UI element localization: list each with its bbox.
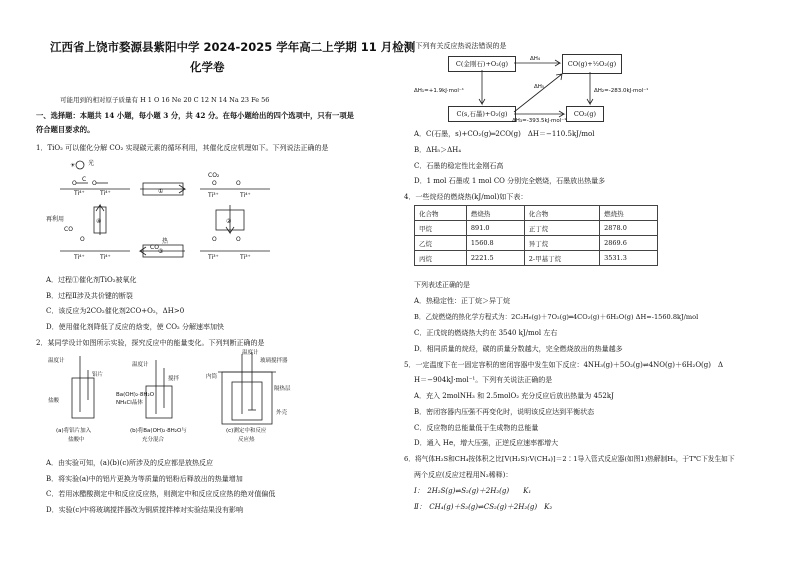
svg-text:铝片: 铝片 xyxy=(92,372,104,378)
q2-stem: 2．某同学设计如图所示实验，探究反应中的能量变化。下列判断正确的是 xyxy=(36,339,265,347)
svg-text:Ba(OH)₂·8H₂O: Ba(OH)₂·8H₂O xyxy=(116,392,155,398)
q6-reaction-1: Ⅰ： 2H₂S(g)⇌S₂(g)＋2H₂(g) K₁ xyxy=(414,487,532,495)
table-header-cell: 燃烧热 xyxy=(466,206,524,221)
q5-stem: 5．一定温度下在一固定容积的密闭容器中发生如下反应：4NH₃(g)＋5O₂(g)⇌4NO(g)＋6H₂O(g) Δ xyxy=(404,361,724,369)
svg-text:Ti³⁺: Ti³⁺ xyxy=(240,254,251,261)
svg-text:再利用: 再利用 xyxy=(46,216,65,223)
svg-text:ΔH₃=-393.5kJ·mol⁻¹: ΔH₃=-393.5kJ·mol⁻¹ xyxy=(512,118,567,124)
q3-box-co2: CO₂(g) xyxy=(566,106,604,122)
svg-text:CO: CO xyxy=(64,226,73,233)
table-cell: 2869.6 xyxy=(600,236,658,251)
svg-text:Ti⁴⁺: Ti⁴⁺ xyxy=(74,254,85,261)
q4-combustion-table xyxy=(414,205,658,266)
svg-text:充分混合: 充分混合 xyxy=(142,437,165,443)
table-cell: 2221.5 xyxy=(466,251,524,266)
svg-text:ΔH₅: ΔH₅ xyxy=(534,84,545,90)
svg-text:②: ② xyxy=(226,218,232,225)
exam-title: 江西省上饶市婺源县紫阳中学 2024-2025 学年高二上学期 11 月检测 xyxy=(50,40,416,54)
svg-text:C: C xyxy=(82,176,87,183)
svg-text:Ti³⁺: Ti³⁺ xyxy=(208,254,219,261)
svg-text:O: O xyxy=(212,180,217,187)
table-row xyxy=(415,251,658,266)
table-cell: 3531.3 xyxy=(600,251,658,266)
table-row xyxy=(415,221,658,236)
q4-stem: 4．一些烷烃的燃烧热(kJ/mol)如下表： xyxy=(404,193,528,201)
q2-apparatus-figure xyxy=(46,350,306,444)
svg-text:ΔH₄: ΔH₄ xyxy=(530,56,541,62)
table-header-cell: 燃烧热 xyxy=(600,206,658,221)
svg-text:④: ④ xyxy=(96,218,102,225)
svg-text:CO: CO xyxy=(150,244,159,251)
table-header-row xyxy=(415,206,658,221)
table-cell: 丙烷 xyxy=(415,251,467,266)
svg-text:(c)测定中和反应: (c)测定中和反应 xyxy=(226,428,267,434)
svg-text:温度计: 温度计 xyxy=(132,362,149,368)
q6-stem-cont: 两个反应(反应过程用N₂稀释)： xyxy=(414,471,513,479)
svg-text:③: ③ xyxy=(158,248,164,255)
svg-text:CO₂: CO₂ xyxy=(208,172,220,179)
q3-option-b: B．ΔH₅＞ΔH₄ xyxy=(414,146,462,154)
svg-text:(b)将Ba(OH)₂·8H₂O与: (b)将Ba(OH)₂·8H₂O与 xyxy=(130,428,187,434)
table-cell: 2878.0 xyxy=(600,221,658,236)
q5-stem-cont: H＝−904kJ·mol⁻¹。下列有关说法正确的是 xyxy=(414,376,553,384)
svg-text:①: ① xyxy=(158,188,164,195)
table-cell: 891.0 xyxy=(466,221,524,236)
table-cell: 2-甲基丁烷 xyxy=(524,251,599,266)
table-cell: 1560.8 xyxy=(466,236,524,251)
svg-text:O: O xyxy=(236,180,241,187)
table-cell: 乙烷 xyxy=(415,236,467,251)
svg-text:盐酸中: 盐酸中 xyxy=(68,437,85,443)
svg-text:温度计: 温度计 xyxy=(48,358,65,364)
atomic-masses: 可能用到的相对原子质量有 H 1 O 16 Ne 20 C 12 N 14 Na 23 Fe 56 xyxy=(60,96,270,104)
q6-reaction-2: Ⅱ： CH₄(g)＋S₂(g)⇌CS₂(g)＋2H₂(g) K₂ xyxy=(414,503,553,511)
q1-option-b: B．过程Ⅱ涉及共价键的断裂 xyxy=(46,292,133,300)
q1-mechanism-figure xyxy=(40,155,290,267)
exam-subtitle: 化学卷 xyxy=(190,60,225,74)
q4-sub-stem: 下列表述正确的是 xyxy=(414,281,470,289)
q5-option-b: B．密闭容器内压强不再变化时，说明该反应达到平衡状态 xyxy=(414,408,595,416)
svg-text:O: O xyxy=(92,180,97,187)
svg-text:光: 光 xyxy=(88,160,95,167)
svg-text:O: O xyxy=(72,180,77,187)
q5-option-d: D．通入 He，增大压强，正逆反应速率都增大 xyxy=(414,439,559,447)
svg-text:Ti⁴⁺: Ti⁴⁺ xyxy=(74,190,85,197)
q3-stem: 3．下列有关反应热说法错误的是 xyxy=(404,42,507,50)
svg-text:盐酸: 盐酸 xyxy=(48,398,60,404)
q6-stem: 6．将气体H₂S和CH₄按体积之比[V(H₂S)∶V(CH₄)]＝2∶1导入管式反应器(如图1)热解制H₂，于T℃下发生如下 xyxy=(404,455,735,463)
q1-option-d: D．使用催化剂降低了反应的焓变，使 CO₂ 分解速率加快 xyxy=(46,323,224,331)
svg-text:搅拌: 搅拌 xyxy=(168,376,180,382)
q4-option-d: D．相同质量的烷烃，碳的质量分数越大，完全燃烧放出的热量越多 xyxy=(414,345,623,353)
table-cell: 异丁烷 xyxy=(524,236,599,251)
svg-text:隔热层: 隔热层 xyxy=(274,386,291,392)
svg-text:☀: ☀ xyxy=(70,162,76,169)
svg-text:Ti⁴⁺: Ti⁴⁺ xyxy=(100,190,111,197)
q3-option-c: C．石墨的稳定性比金刚石高 xyxy=(414,162,504,170)
q1-stem: 1．TiO₂ 可以催化分解 CO₂ 实现碳元素的循环利用，其催化反应机理如下。下列说法正确的是 xyxy=(36,144,329,152)
q2-option-a: A．由实验可知，(a)(b)(c)所涉及的反应都是放热反应 xyxy=(46,459,214,467)
q3-box-diamond: C(金刚石)+O₂(g) xyxy=(448,56,516,72)
q4-option-c: C．正戊烷的燃烧热大约在 3540 kJ/mol 左右 xyxy=(414,329,558,337)
q2-option-d: D．实验(c)中将玻璃搅拌器改为铜质搅拌棒对实验结果没有影响 xyxy=(46,506,243,514)
svg-text:外壳: 外壳 xyxy=(276,410,288,416)
q3-box-graphite: C(s,石墨)+O₂(g) xyxy=(448,106,516,122)
q3-box-co: CO(g)+½O₂(g) xyxy=(562,54,622,74)
table-header-cell: 化合物 xyxy=(524,206,599,221)
svg-text:玻璃搅拌器: 玻璃搅拌器 xyxy=(260,358,288,364)
q4-option-b: B．乙烷燃烧的热化学方程式为：2C₂H₆(g)＋7O₂(g)═4CO₂(g)＋6H₂O(g) ΔH=-1560.8kJ/mol xyxy=(414,313,699,321)
svg-text:O: O xyxy=(236,236,241,243)
q2-option-b: B．将实验(a)中的铝片更换为等质量的铝粉后释放出的热量增加 xyxy=(46,475,243,483)
section-heading: 一、选择题：本题共 14 小题，每小题 3 分，共 42 分。在每小题给出的四个选项中，只有一项是 xyxy=(36,111,354,120)
q3-option-a: A．C(石墨，s)+CO₂(g)═2CO(g) ΔH＝−110.5kJ/mol xyxy=(414,130,595,138)
svg-text:Ti⁴⁺: Ti⁴⁺ xyxy=(240,192,251,199)
svg-text:O: O xyxy=(212,236,217,243)
q3-option-d: D．1 mol 石墨或 1 mol CO 分别完全燃烧，石墨放出热量多 xyxy=(414,177,606,185)
q3-energy-diagram xyxy=(412,52,649,124)
svg-text:热: 热 xyxy=(162,238,169,245)
svg-text:O: O xyxy=(80,236,85,243)
svg-text:(a)将铝片加入: (a)将铝片加入 xyxy=(56,428,92,434)
svg-text:ΔH₁=+1.9kJ·mol⁻¹: ΔH₁=+1.9kJ·mol⁻¹ xyxy=(414,88,464,94)
table-header-cell: 化合物 xyxy=(415,206,467,221)
table-cell: 甲烷 xyxy=(415,221,467,236)
svg-text:Ti⁴⁺: Ti⁴⁺ xyxy=(100,254,111,261)
section-heading-cont: 符合题目要求的。 xyxy=(36,125,95,134)
q1-option-c: C．该反应为2CO₂催化剂2CO+O₂，ΔH>0 xyxy=(46,307,185,315)
svg-text:NH₄Cl晶体: NH₄Cl晶体 xyxy=(116,400,143,406)
q5-option-a: A．充入 2molNH₃ 和 2.5molO₂ 充分反应后放出热量为 452kJ xyxy=(414,392,614,400)
q5-option-c: C．反应物的总能量低于生成物的总能量 xyxy=(414,424,539,432)
table-row xyxy=(415,236,658,251)
table-cell: 正丁烷 xyxy=(524,221,599,236)
q1-option-a: A．过程①催化剂TiO₂被氧化 xyxy=(46,276,137,284)
svg-text:ΔH₂=-283.0kJ·mol⁻¹: ΔH₂=-283.0kJ·mol⁻¹ xyxy=(594,88,649,94)
q4-option-a: A．热稳定性：正丁烷＞异丁烷 xyxy=(414,297,511,305)
svg-text:温度计: 温度计 xyxy=(242,350,259,356)
svg-text:反应热: 反应热 xyxy=(238,437,255,443)
q2-option-c: C．若用冰醋酸测定中和反应反应热，则测定中和反应反应热的绝对值偏低 xyxy=(46,490,276,498)
svg-text:内筒: 内筒 xyxy=(206,374,218,380)
svg-text:Ti³⁺: Ti³⁺ xyxy=(208,192,219,199)
